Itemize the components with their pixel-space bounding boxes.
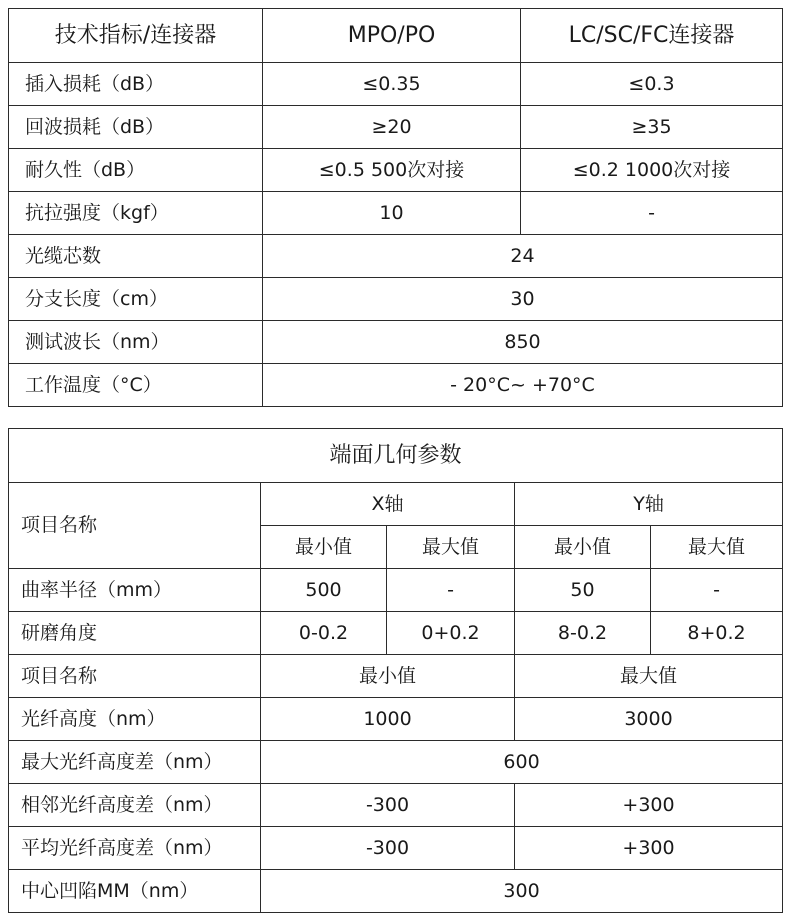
shared-value: 300 — [261, 870, 783, 913]
row-label: 研磨角度 — [9, 612, 261, 655]
table-row — [9, 149, 783, 192]
row-label: 抗拉强度（kgf） — [9, 192, 263, 235]
y-max-value: 8+0.2 — [651, 612, 783, 655]
shared-value: - 20°C~ +70°C — [263, 364, 783, 407]
item-name-header-2: 项目名称 — [9, 655, 261, 698]
minmax-header-row-2 — [9, 655, 783, 698]
row-label: 最大光纤高度差（nm） — [9, 741, 261, 784]
min-value: 1000 — [261, 698, 515, 741]
spec-header-row — [9, 9, 783, 63]
shared-value: 600 — [261, 741, 783, 784]
min-header: 最小值 — [261, 655, 515, 698]
max-header: 最大值 — [515, 655, 783, 698]
lc-value: - — [521, 192, 783, 235]
mpo-value: 10 — [263, 192, 521, 235]
row-label: 插入损耗（dB） — [9, 63, 263, 106]
lc-value: ≤0.3 — [521, 63, 783, 106]
row-label: 回波损耗（dB） — [9, 106, 263, 149]
connector-spec-table — [8, 8, 783, 407]
table-row — [9, 63, 783, 106]
table-row — [9, 827, 783, 870]
row-label: 相邻光纤高度差（nm） — [9, 784, 261, 827]
lc-value: ≤0.2 1000次对接 — [521, 149, 783, 192]
table-row — [9, 192, 783, 235]
y-max-header: 最大值 — [651, 526, 783, 569]
y-min-value: 50 — [515, 569, 651, 612]
table-row — [9, 698, 783, 741]
row-label: 光纤高度（nm） — [9, 698, 261, 741]
row-label: 分支长度（cm） — [9, 278, 263, 321]
item-name-header: 项目名称 — [9, 483, 261, 569]
axis-header-row — [9, 483, 783, 526]
x-min-header: 最小值 — [261, 526, 387, 569]
x-max-value: - — [387, 569, 515, 612]
table-row — [9, 278, 783, 321]
table-title: 端面几何参数 — [9, 429, 783, 483]
mpo-value: ≥20 — [263, 106, 521, 149]
max-value: 3000 — [515, 698, 783, 741]
max-value: +300 — [515, 827, 783, 870]
min-value: -300 — [261, 827, 515, 870]
table-row — [9, 235, 783, 278]
x-max-value: 0+0.2 — [387, 612, 515, 655]
header-lc-sc-fc: LC/SC/FC连接器 — [521, 9, 783, 63]
table-row — [9, 741, 783, 784]
min-value: -300 — [261, 784, 515, 827]
row-label: 光缆芯数 — [9, 235, 263, 278]
table-row — [9, 870, 783, 913]
row-label: 耐久性（dB） — [9, 149, 263, 192]
x-min-value: 0-0.2 — [261, 612, 387, 655]
mpo-value: ≤0.5 500次对接 — [263, 149, 521, 192]
shared-value: 850 — [263, 321, 783, 364]
table-row — [9, 321, 783, 364]
x-min-value: 500 — [261, 569, 387, 612]
y-min-header: 最小值 — [515, 526, 651, 569]
shared-value: 30 — [263, 278, 783, 321]
x-axis-header: X轴 — [261, 483, 515, 526]
max-value: +300 — [515, 784, 783, 827]
row-label: 测试波长（nm） — [9, 321, 263, 364]
header-mpo: MPO/PO — [263, 9, 521, 63]
row-label: 工作温度（°C） — [9, 364, 263, 407]
mpo-value: ≤0.35 — [263, 63, 521, 106]
table-row — [9, 364, 783, 407]
table-row — [9, 106, 783, 149]
table-row — [9, 569, 783, 612]
endface-geometry-table — [8, 428, 783, 913]
shared-value: 24 — [263, 235, 783, 278]
row-label: 中心凹陷MM（nm） — [9, 870, 261, 913]
x-max-header: 最大值 — [387, 526, 515, 569]
y-axis-header: Y轴 — [515, 483, 783, 526]
table-row — [9, 612, 783, 655]
header-spec-connector: 技术指标/连接器 — [9, 9, 263, 63]
y-min-value: 8-0.2 — [515, 612, 651, 655]
lc-value: ≥35 — [521, 106, 783, 149]
row-label: 平均光纤高度差（nm） — [9, 827, 261, 870]
geometry-title-row — [9, 429, 783, 483]
table-row — [9, 784, 783, 827]
y-max-value: - — [651, 569, 783, 612]
row-label: 曲率半径（mm） — [9, 569, 261, 612]
